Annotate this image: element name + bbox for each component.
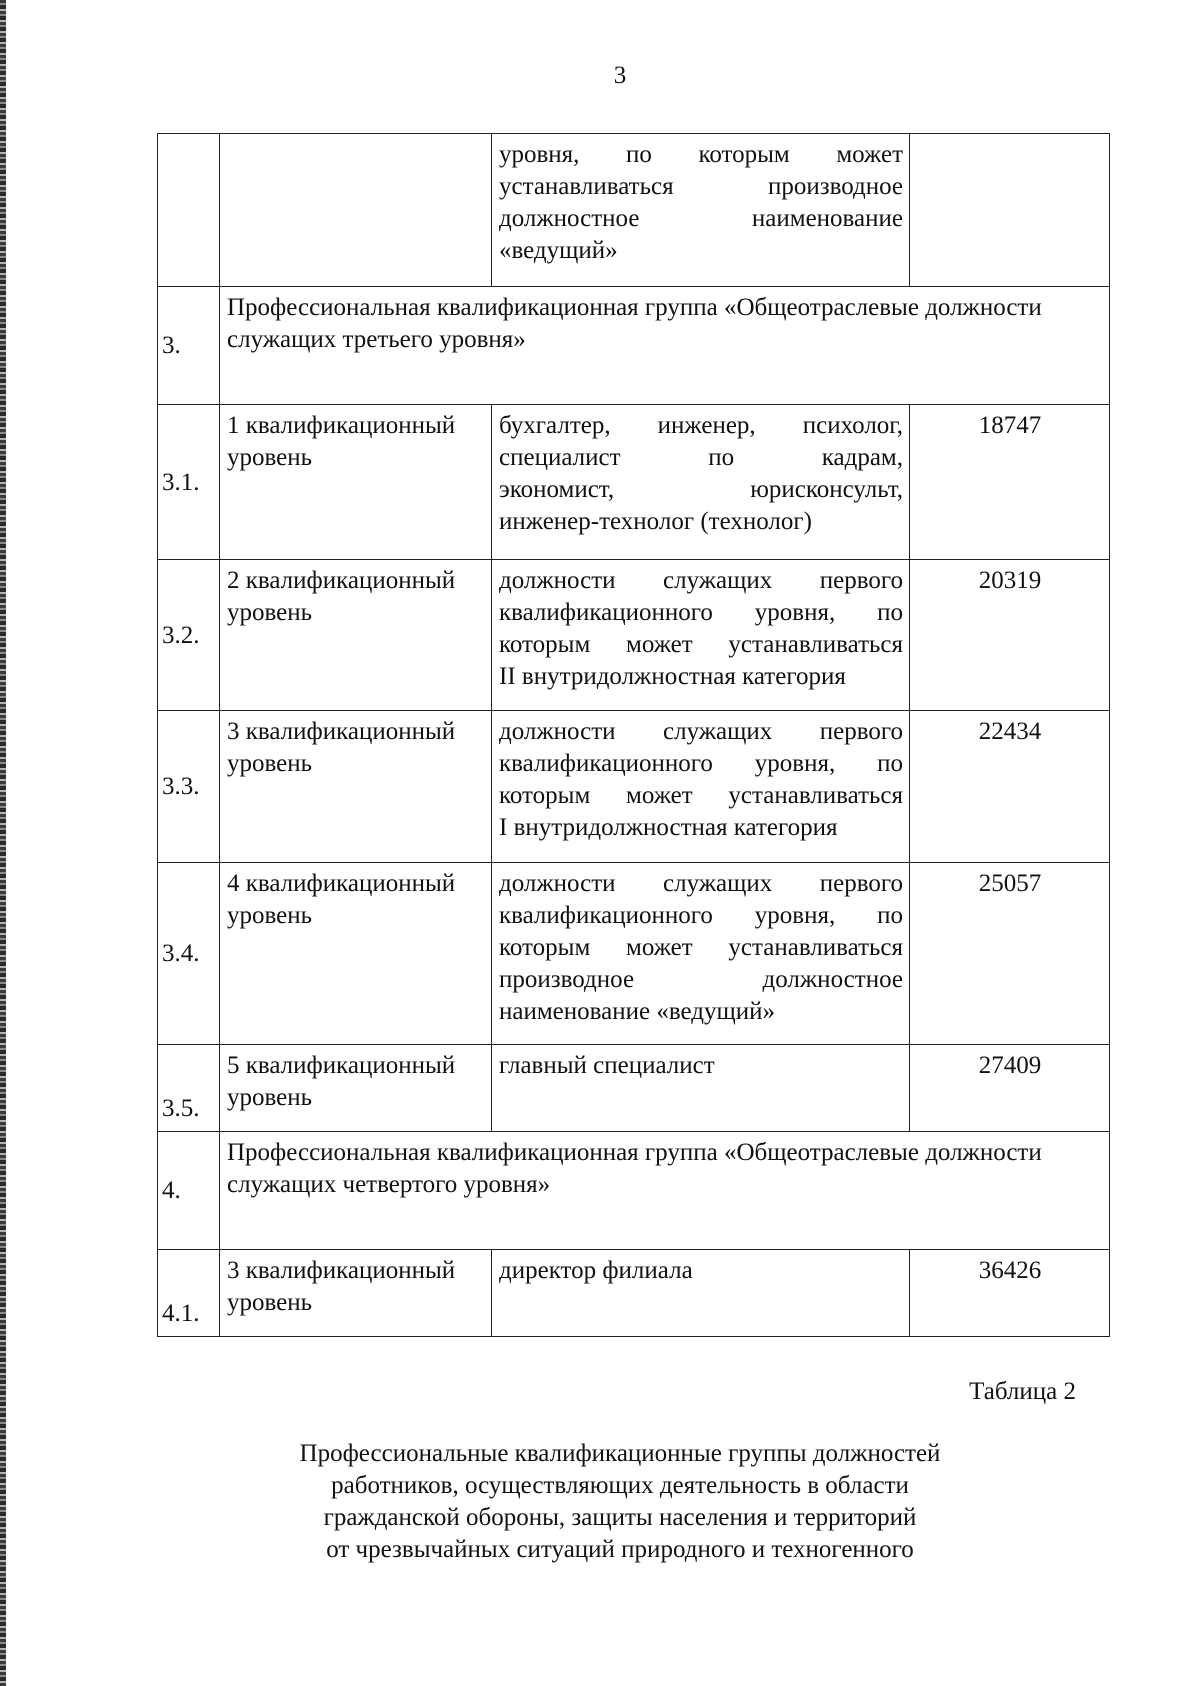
positions-line: устанавливаться производное <box>499 173 903 200</box>
level-cell: 3 квалификационный уровень <box>220 711 492 863</box>
positions-line: квалификационного уровня, по <box>499 599 903 626</box>
positions-cell <box>492 560 910 711</box>
positions-line: должности служащих первого <box>499 718 903 745</box>
table-row <box>158 560 1110 711</box>
salary-cell: 36426 <box>910 1250 1110 1337</box>
salary-table <box>157 133 1110 1337</box>
row-number-cell <box>158 134 220 287</box>
level-cell: 5 квалификационный уровень <box>220 1045 492 1132</box>
positions-cell <box>492 134 910 287</box>
page-number: 3 <box>613 62 627 89</box>
salary-cell: 20319 <box>910 560 1110 711</box>
table-2-label: Таблица 2 <box>969 1378 1076 1405</box>
positions-line: должности служащих первого <box>499 567 903 594</box>
table-2-title-line: гражданской обороны, защиты населения и территорий <box>323 1504 917 1531</box>
group-row <box>158 1132 1110 1250</box>
level-cell: 2 квалификационный уровень <box>220 560 492 711</box>
row-number: 3. <box>158 287 220 405</box>
positions-cell <box>492 711 910 863</box>
positions-line: инженер-технолог (технолог) <box>499 508 812 535</box>
scan-edge <box>0 0 6 1686</box>
positions-line: специалист по кадрам, <box>499 444 903 471</box>
salary-cell: 27409 <box>910 1045 1110 1132</box>
salary-cell: 22434 <box>910 711 1110 863</box>
positions-line: «ведущий» <box>499 237 618 264</box>
level-cell <box>220 134 492 287</box>
level-cell: 4 квалификационный уровень <box>220 863 492 1045</box>
positions-line: которым может устанавливаться <box>499 782 903 809</box>
positions-line: производное должностное <box>499 966 903 993</box>
table-2-title <box>200 1438 1040 1566</box>
salary-cell <box>910 134 1110 287</box>
positions-line: квалификационного уровня, по <box>499 750 903 777</box>
level-cell: 3 квалификационный уровень <box>220 1250 492 1337</box>
positions-line: которым может устанавливаться <box>499 934 903 961</box>
row-number: 4. <box>158 1132 220 1250</box>
table-row <box>158 405 1110 560</box>
positions-line: экономист, юрисконсульт, <box>499 476 903 503</box>
salary-cell: 18747 <box>910 405 1110 560</box>
row-number: 3.1. <box>158 405 220 560</box>
row-number: 3.2. <box>158 560 220 711</box>
positions-line: наименование «ведущий» <box>499 998 775 1025</box>
table-2-title-line: от чрезвычайных ситуаций природного и техногенного <box>326 1536 914 1563</box>
positions-cell <box>492 863 910 1045</box>
row-number: 3.3. <box>158 711 220 863</box>
positions-line: уровня, по которым может <box>499 141 903 168</box>
salary-cell: 25057 <box>910 863 1110 1045</box>
level-cell: 1 квалификационный уровень <box>220 405 492 560</box>
row-number: 3.4. <box>158 863 220 1045</box>
table-2-title-line: работников, осуществляющих деятельность в области <box>331 1472 909 1499</box>
group-title: Профессиональная квалификационная группа «Общеотраслевые должности служащих третьего уровня» <box>220 287 1110 405</box>
positions-line: I внутридолжностная категория <box>499 814 838 841</box>
table-row <box>158 1250 1110 1337</box>
table-row <box>158 863 1110 1045</box>
positions-cell: главный специалист <box>492 1045 910 1132</box>
table-2-title-line: Профессиональные квалификационные группы должностей <box>299 1440 941 1467</box>
row-number: 4.1. <box>158 1250 220 1337</box>
positions-line: которым может устанавливаться <box>499 631 903 658</box>
positions-cell: директор филиала <box>492 1250 910 1337</box>
group-row <box>158 287 1110 405</box>
positions-line: II внутридолжностная категория <box>499 663 846 690</box>
table-row <box>158 134 1110 287</box>
group-title: Профессиональная квалификационная группа «Общеотраслевые должности служащих четвертого уровня» <box>220 1132 1110 1250</box>
positions-line: квалификационного уровня, по <box>499 902 903 929</box>
table-row <box>158 711 1110 863</box>
positions-line: должности служащих первого <box>499 870 903 897</box>
positions-line: должностное наименование <box>499 205 903 232</box>
positions-cell <box>492 405 910 560</box>
table-row <box>158 1045 1110 1132</box>
positions-line: бухгалтер, инженер, психолог, <box>499 412 903 439</box>
row-number: 3.5. <box>158 1045 220 1132</box>
